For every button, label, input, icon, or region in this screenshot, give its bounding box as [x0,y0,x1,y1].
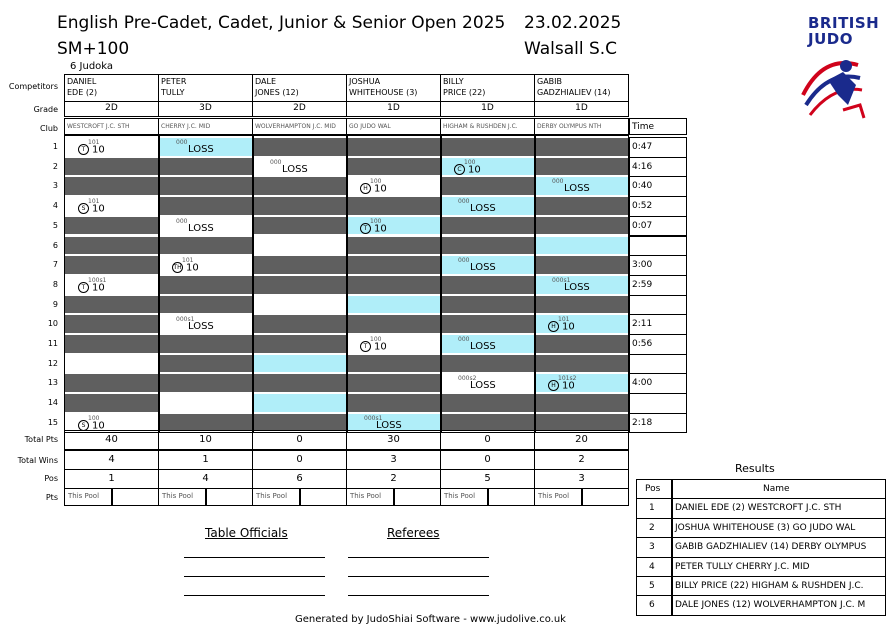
pool-points [252,488,347,506]
results-header-row [636,479,886,499]
result-position: 1 [649,503,655,514]
club-name: CHERRY J.C. MID [161,123,211,130]
score-code: 000 [458,336,470,343]
results-name-header: Name [763,484,790,494]
match-number: 3 [52,181,58,191]
competitor-grade: 1D [440,101,535,117]
competitor-last-name: WHITEHOUSE (3) [349,88,418,97]
score-code: 000s1 [552,276,571,284]
position: 2 [346,469,441,489]
match-time-cell [629,314,687,335]
club-name: WOLVERHAMPTON J.C. MID [255,123,336,130]
referees-label: Referees [387,526,440,540]
result-value: 10 [468,164,481,176]
position: 6 [252,469,347,489]
total-wins: 2 [534,450,629,470]
result-name: JOSHUA WHITEHOUSE (3) GO JUDO WAL [675,522,856,533]
score-code: 000 [176,139,188,146]
column-divider [534,135,536,433]
score-code: 000s1 [176,316,195,324]
total-points: 30 [346,430,441,450]
result-value: 10 [92,282,105,294]
technique-icon: T [78,144,89,155]
match-number: 13 [47,378,58,388]
result-value: LOSS [470,262,496,274]
result-value: LOSS [470,380,496,392]
results-row [636,557,886,577]
competitor-header [64,74,159,102]
technique-icon: H [548,380,559,391]
technique-icon: T [360,341,371,352]
pool-divider [299,488,301,506]
competitor-grade: 1D [534,101,629,117]
competitor-first-name: PETER [161,77,187,86]
results-divider [671,576,673,596]
pos-label: Pos [44,474,58,483]
this-pool-label: This Pool [444,492,476,500]
score-code: 101 [88,198,100,206]
match-number: 5 [52,220,58,230]
score-code: 100 [464,158,476,166]
match-number: 12 [47,358,58,368]
club-name: GO JUDO WAL [349,123,391,130]
total-points: 40 [64,430,159,450]
weight-category: SM+100 [57,39,130,59]
result-name: PETER TULLY CHERRY J.C. MID [675,561,810,572]
competitor-first-name: DANIEL [67,77,97,86]
pool-points [158,488,253,506]
club-label: Club [40,124,58,133]
result-value: 10 [92,420,105,432]
footer-credit: Generated by JudoShiai Software - www.judolive.co.uk [295,614,566,625]
result-position: 6 [649,600,655,611]
column-divider [252,135,254,433]
results-divider [671,518,673,538]
time-label: Time [632,122,655,132]
result-name: BILLY PRICE (22) HIGHAM & RUSHDEN J.C. [675,581,864,591]
club-name: HIGHAM & RUSHDEN J.C. [443,123,518,130]
competitor-club [346,118,441,135]
result-value: 10 [562,380,575,392]
competitor-club [440,118,535,135]
score-code: 000s2 [458,375,477,383]
position: 5 [440,469,535,489]
total-points: 20 [534,430,629,450]
result-name: DALE JONES (12) WOLVERHAMPTON J.C. M [675,600,866,611]
club-name: WESTCROFT J.C. STH [67,123,130,130]
result-value: LOSS [282,163,308,175]
technique-icon: C [454,164,465,175]
match-time-cell [629,413,687,434]
match-time-cell [629,275,687,296]
total-wins-label: Total Wins [17,456,58,465]
technique-icon: S [78,420,89,431]
result-value: 10 [374,223,387,235]
score-code: 000 [270,158,282,166]
logo-text-line1: BRITISH [808,14,880,32]
match-number: 11 [47,339,58,348]
pool-divider [581,488,583,506]
match-number: 10 [47,319,58,329]
competitor-grade: 1D [346,101,441,117]
result-value: LOSS [470,203,496,215]
total-wins: 0 [440,450,535,470]
time-header [629,118,687,135]
score-code: 100 [88,414,100,422]
match-time: 2:59 [632,279,653,290]
grade-label: Grade [33,105,58,114]
match-time: 4:16 [632,161,653,172]
pool-divider [393,488,395,506]
match-time-cell [629,236,687,257]
competitor-last-name: EDE (2) [67,88,98,97]
match-number: 6 [52,240,58,250]
match-time: 0:47 [632,142,653,152]
competitor-last-name: GADZHIALIEV (14) [537,88,611,97]
technique-icon: H [360,183,371,194]
total-wins: 4 [64,450,159,470]
result-name: GABIB GADZHIALIEV (14) DERBY OLYMPUS [675,542,867,553]
result-value: 10 [92,203,105,215]
this-pool-label: This Pool [256,492,288,500]
result-value: LOSS [376,419,402,431]
position: 4 [158,469,253,489]
results-row [636,576,886,596]
competitor-last-name: PRICE (22) [443,88,486,97]
results-divider [671,479,673,499]
pool-points [534,488,629,506]
technique-icon: H [548,321,559,332]
competitor-last-name: JONES (12) [255,88,299,97]
match-time: 0:56 [632,339,653,349]
result-position: 2 [649,522,655,533]
competitor-header [534,74,629,102]
competitor-first-name: BILLY [443,77,464,86]
total-points: 10 [158,430,253,450]
match-time-cell [629,255,687,276]
pool-points [440,488,535,506]
tournament-date: 23.02.2025 [524,13,622,33]
competitor-grade: 2D [252,101,347,117]
match-time-cell [629,196,687,217]
pool-divider [205,488,207,506]
pool-points [64,488,159,506]
competitors-label: Competitors [8,82,58,91]
score-code: 100 [370,178,382,186]
results-divider [671,595,673,615]
tournament-title: English Pre-Cadet, Cadet, Junior & Senior Open 2025 [57,13,506,33]
competitor-club [534,118,629,135]
technique-icon: T [360,223,371,234]
results-divider [671,557,673,577]
match-time-cell [629,295,687,316]
competitor-header [158,74,253,102]
match-time-cell [629,393,687,414]
results-row [636,498,886,518]
technique-icon: T [78,282,89,293]
signature-line [184,595,325,596]
logo-text-line2: JUDO [808,30,853,48]
results-divider [671,537,673,557]
match-time: 3:00 [632,260,653,271]
results-pos-header: Pos [645,484,661,494]
result-value: LOSS [188,144,214,155]
match-number: 1 [52,142,58,151]
pool-divider [111,488,113,506]
this-pool-label: This Pool [538,492,570,500]
this-pool-label: This Pool [68,492,100,500]
position: 1 [64,469,159,489]
score-code: 000s1 [364,414,383,422]
technique-icon: TH [173,264,182,272]
signature-line [184,576,325,577]
score-code: 000 [458,198,470,206]
club-name: DERBY OLYMPUS NTH [537,123,602,130]
signature-line [348,576,489,577]
match-time-cell [629,373,687,394]
competitor-club [158,118,253,135]
result-position: 3 [649,542,655,553]
match-time: 0:07 [632,220,653,231]
column-divider [440,135,442,433]
signature-line [348,595,489,596]
judoka-emblem-icon [798,50,868,122]
competitor-club [64,118,159,135]
results-title: Results [735,462,775,475]
competitor-header [440,74,535,102]
signature-line [348,557,489,558]
match-time-cell [629,157,687,178]
this-pool-label: This Pool [350,492,382,500]
competitor-last-name: TULLY [161,88,185,97]
match-time-cell [629,137,687,158]
score-code: 101s2 [558,375,577,383]
judoka-count: 6 Judoka [70,61,114,72]
signature-line [184,557,325,558]
match-number: 8 [52,279,58,289]
technique-icon: S [78,203,89,214]
match-time-cell [629,176,687,197]
result-value: 10 [186,262,199,274]
score-code: 000 [176,217,188,225]
total-wins: 0 [252,450,347,470]
venue: Walsall S.C [524,39,618,59]
pool-divider [487,488,489,506]
pts-label: Pts [45,493,58,502]
competitor-header [252,74,347,102]
total-pts-label: Total Pts [24,435,58,444]
score-code: 101 [88,139,100,146]
result-value: LOSS [188,321,214,333]
total-points: 0 [252,430,347,450]
competitor-header [346,74,441,102]
total-wins: 3 [346,450,441,470]
competitor-grade: 3D [158,101,253,117]
competitor-first-name: DALE [255,77,277,86]
score-code: 000 [458,257,470,265]
match-number: 9 [52,299,58,309]
result-position: 5 [649,581,655,591]
match-time-cell [629,216,687,237]
result-value: LOSS [564,281,590,293]
result-value: 10 [92,144,105,156]
table-officials-label: Table Officials [205,526,288,540]
score-code: 000 [552,178,564,186]
results-row [636,595,886,615]
match-number: 14 [47,398,58,408]
match-time: 4:00 [632,378,653,389]
match-time: 0:40 [632,181,653,192]
total-wins: 1 [158,450,253,470]
this-pool-label: This Pool [162,492,194,500]
match-number: 15 [47,417,58,427]
result-value: 10 [374,341,387,353]
score-code: 101 [182,257,194,265]
competitor-first-name: JOSHUA [349,77,381,86]
results-row [636,518,886,538]
match-time: 2:18 [632,417,653,428]
match-time: 0:52 [632,201,653,212]
match-time: 2:11 [632,319,653,330]
score-code: 101 [558,316,570,324]
result-position: 4 [649,561,655,572]
result-value: 10 [562,321,575,333]
column-divider [346,135,348,433]
score-code: 100s1 [88,276,107,284]
competitor-first-name: GABIB [537,77,563,86]
results-divider [671,498,673,518]
match-number: 7 [52,260,58,270]
result-value: LOSS [188,222,214,234]
result-value: 10 [374,183,387,195]
result-name: DANIEL EDE (2) WESTCROFT J.C. STH [675,503,842,514]
result-value: LOSS [470,341,496,352]
match-time-cell [629,354,687,375]
competitor-grade: 2D [64,101,159,117]
match-number: 4 [52,201,58,211]
match-number: 2 [52,161,58,171]
position: 3 [534,469,629,489]
results-row [636,537,886,557]
result-value: LOSS [564,183,590,195]
column-divider [158,135,160,433]
match-time-cell [629,334,687,355]
score-code: 100 [370,217,382,225]
score-code: 100 [370,336,382,343]
competitor-club [252,118,347,135]
pool-points [346,488,441,506]
total-points: 0 [440,430,535,450]
